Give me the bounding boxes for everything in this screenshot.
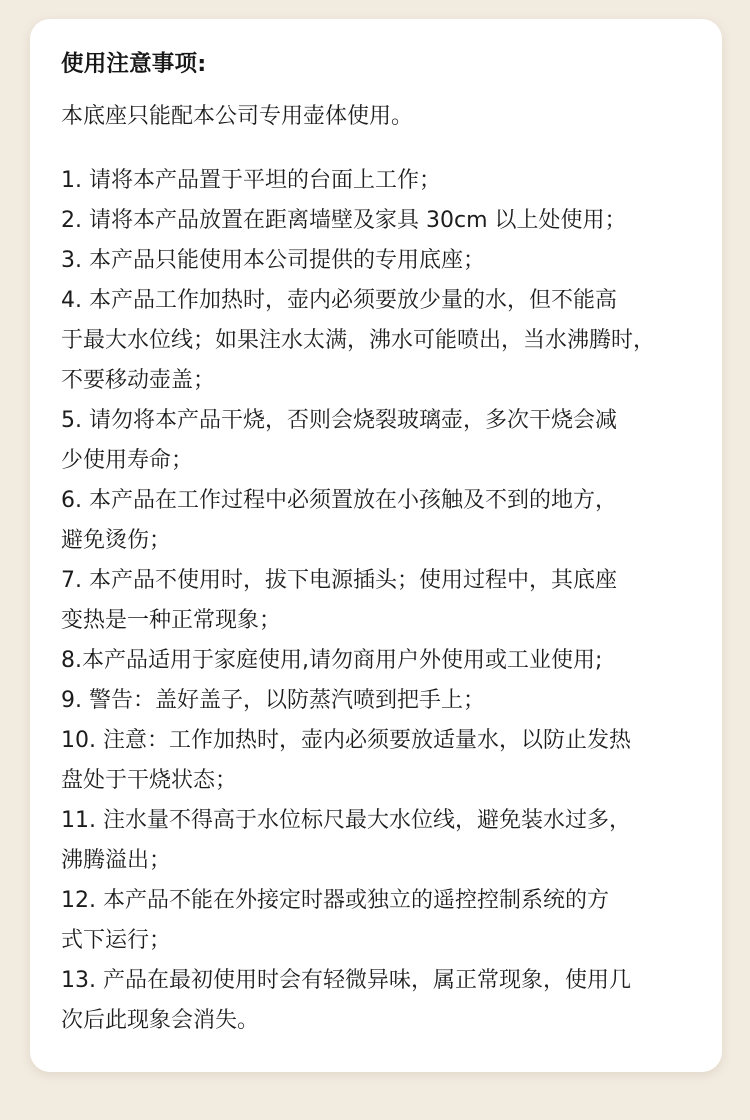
notice-item-line: 不要移动壶盖；: [61, 368, 216, 393]
notice-item-line: 7. 本产品不使用时，拔下电源插头；使用过程中，其底座: [61, 568, 617, 593]
notice-item: [61, 881, 696, 961]
notice-item: [61, 241, 696, 281]
notice-item-line: 6. 本产品在工作过程中必须置放在小孩触及不到的地方，: [61, 488, 617, 513]
notice-item-line: 3. 本产品只能使用本公司提供的专用底座；: [61, 248, 485, 273]
notice-item: [61, 961, 696, 1041]
notice-item-line: 沸腾溢出；: [61, 848, 172, 873]
notice-item-line: 10. 注意：工作加热时，壶内必须要放适量水，以防止发热: [61, 728, 631, 753]
notice-item: [61, 281, 696, 401]
notice-item-line: 5. 请勿将本产品干烧，否则会烧裂玻璃壶，多次干烧会减: [61, 408, 617, 433]
notice-item: [61, 561, 696, 641]
notice-item-line: 12. 本产品不能在外接定时器或独立的遥控控制系统的方: [61, 888, 609, 913]
notice-item: [61, 801, 696, 881]
notice-intro: 本底座只能配本公司专用壶体使用。: [61, 104, 414, 129]
notice-item: [61, 681, 696, 721]
notice-item-line: 次后此现象会消失。: [61, 1008, 260, 1033]
notice-item-line: 少使用寿命；: [61, 448, 194, 473]
notice-item-line: 4. 本产品工作加热时，壶内必须要放少量的水，但不能高: [61, 288, 617, 313]
notice-item: [61, 201, 696, 241]
notice-item: [61, 721, 696, 801]
notice-item: [61, 481, 696, 561]
notice-item-line: 盘处于干烧状态；: [61, 768, 238, 793]
notice-item-line: 于最大水位线；如果注水太满，沸水可能喷出，当水沸腾时，: [61, 328, 656, 353]
notice-title: 使用注意事项:: [61, 51, 207, 77]
notice-list: [61, 161, 696, 1041]
notice-item-line: 9. 警告：盖好盖子，以防蒸汽喷到把手上；: [61, 688, 485, 713]
notice-item-line: 8.本产品适用于家庭使用,请勿商用户外使用或工业使用;: [61, 648, 603, 673]
notice-card: [30, 19, 722, 1072]
notice-item-line: 13. 产品在最初使用时会有轻微异味，属正常现象，使用几: [61, 968, 631, 993]
notice-item-line: 变热是一种正常现象；: [61, 608, 282, 633]
notice-item: [61, 641, 696, 681]
notice-item-line: 1. 请将本产品置于平坦的台面上工作；: [61, 168, 441, 193]
notice-item: [61, 401, 696, 481]
notice-item-line: 11. 注水量不得高于水位标尺最大水位线，避免装水过多，: [61, 808, 631, 833]
notice-item-line: 避免烫伤；: [61, 528, 172, 553]
notice-item: [61, 161, 696, 201]
notice-item-line: 2. 请将本产品放置在距离墙壁及家具 30cm 以上处使用；: [61, 208, 627, 233]
notice-item-line: 式下运行；: [61, 928, 172, 953]
